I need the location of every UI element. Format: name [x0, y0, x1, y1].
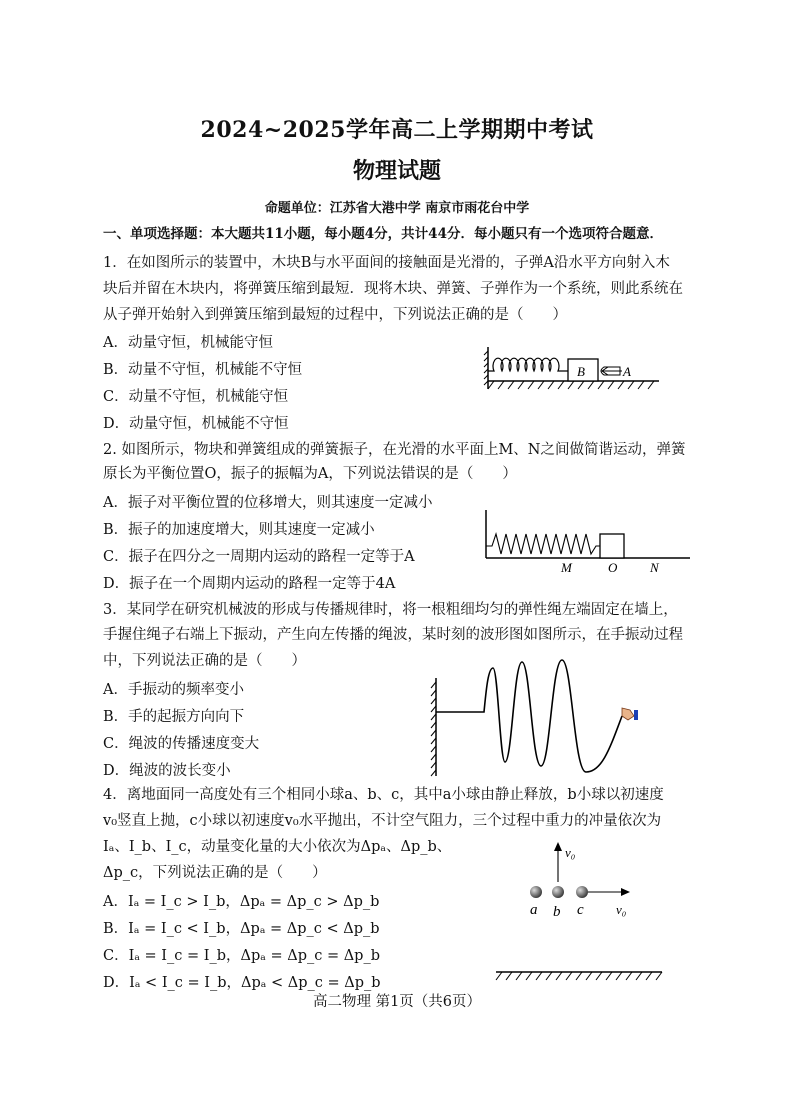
page-title: 2024~2025学年高二上学期期中考试: [200, 117, 594, 143]
label-o: O: [608, 560, 618, 575]
q4-option-b[interactable]: B．Iₐ = I_c < I_b，Δpₐ = Δp_c < Δp_b: [103, 921, 380, 937]
q4-option-d[interactable]: D．Iₐ < I_c = I_b，Δpₐ < Δp_c = Δp_b: [103, 975, 381, 991]
q3-option-a[interactable]: A．手振动的频率变小: [103, 682, 244, 698]
page-footer: 高二物理 第1页（共6页）: [312, 994, 482, 1010]
q2-option-d[interactable]: D．振子在一个周期内运动的路程一定等于4A: [103, 576, 396, 592]
q4-option-a[interactable]: A．Iₐ = I_c > I_b，Δpₐ = Δp_c > Δp_b: [103, 894, 380, 910]
q2-option-b[interactable]: B．振子的加速度增大，则其速度一定减小: [103, 522, 375, 538]
ball-c: [576, 886, 588, 898]
label-m: M: [561, 560, 572, 575]
oscillator-block: [600, 534, 624, 558]
label-a: a: [530, 902, 538, 918]
q2-line-2: 原长为平衡位置O，振子的振幅为A，下列说法错误的是（ ）: [103, 466, 517, 482]
author-units: 命题单位：江苏省大港中学 南京市雨花台中学: [264, 201, 530, 216]
q2-oscillator-figure: [484, 508, 694, 576]
q1-line-2: 块后并留在木块内，将弹簧压缩到最短．现将木块、弹簧、子弹作为一个系统，则此系统在: [103, 281, 683, 297]
q1-spring-block-figure: [484, 345, 664, 405]
q1-line-1: 1．在如图所示的装置中，木块B与水平面间的接触面是光滑的，子弹A沿水平方向射入木: [103, 255, 670, 271]
q4-option-c[interactable]: C．Iₐ = I_c = I_b，Δpₐ = Δp_c = Δp_b: [103, 948, 381, 964]
ball-b: [552, 886, 564, 898]
subject-title: 物理试题: [352, 158, 441, 184]
q1-option-a[interactable]: A．动量守恒，机械能守恒: [103, 335, 273, 351]
q2-option-a[interactable]: A．振子对平衡位置的位移增大，则其速度一定减小: [103, 495, 433, 511]
q2-line-1: 2. 如图所示，物块和弹簧组成的弹簧振子，在光滑的水平面上M、N之间做简谐运动，弹簧: [103, 442, 686, 458]
q3-option-c[interactable]: C．绳波的传播速度变大: [103, 736, 260, 752]
spring-coil: [488, 358, 568, 371]
label-n: N: [650, 560, 659, 575]
hand-icon: [622, 708, 638, 720]
q1-option-d[interactable]: D．动量守恒，机械能不守恒: [103, 416, 289, 432]
q4-line-1: 4．离地面同一高度处有三个相同小球a、b、c，其中a小球由静止释放，b小球以初速度: [103, 787, 664, 803]
section-heading: 一、单项选择题：本大题共11小题，每小题4分，共计44分．每小题只有一个选项符合题意．: [103, 226, 663, 242]
q4-line-3: Iₐ、I_b、I_c，动量变化量的大小依次为Δpₐ、Δp_b、: [103, 839, 452, 855]
q3-line-1: 3．某同学在研究机械波的形成与传播规律时，将一根粗细均匀的弹性绳左端固定在墙上，: [103, 602, 678, 618]
label-v0-right: v₀: [616, 902, 627, 917]
rope-wave: [436, 660, 622, 772]
block-b-label: B: [577, 364, 585, 379]
q4-line-2: v₀竖直上抛，c小球以初速度v₀水平抛出，不计空气阻力，三个过程中重力的冲量依次为: [103, 813, 662, 829]
spring-zigzag: [486, 534, 600, 554]
q3-rope-wave-figure: [430, 662, 650, 782]
q1-option-b[interactable]: B．动量不守恒，机械能不守恒: [103, 362, 303, 378]
q3-option-d[interactable]: D．绳波的波长变小: [103, 763, 231, 779]
label-v0-up: v₀: [565, 845, 576, 860]
label-c: c: [577, 902, 584, 918]
q1-line-3: 从子弹开始射入到弹簧压缩到最短的过程中，下列说法正确的是（ ）: [103, 307, 567, 323]
q4-three-balls-figure: [494, 840, 669, 985]
q4-line-4: Δp_c，下列说法正确的是（ ）: [103, 865, 327, 881]
q3-option-b[interactable]: B．手的起振方向向下: [103, 709, 245, 725]
q3-line-2: 手握住绳子右端上下振动，产生向左传播的绳波，某时刻的波形图如图所示，在手振动过程: [103, 627, 683, 643]
bullet-a-label: A: [623, 364, 631, 379]
q1-option-c[interactable]: C．动量不守恒，机械能守恒: [103, 389, 289, 405]
label-b: b: [553, 904, 561, 920]
q2-option-c[interactable]: C．振子在四分之一周期内运动的路程一定等于A: [103, 549, 415, 565]
q3-line-3: 中，下列说法正确的是（ ）: [103, 653, 306, 669]
ball-a: [530, 886, 542, 898]
